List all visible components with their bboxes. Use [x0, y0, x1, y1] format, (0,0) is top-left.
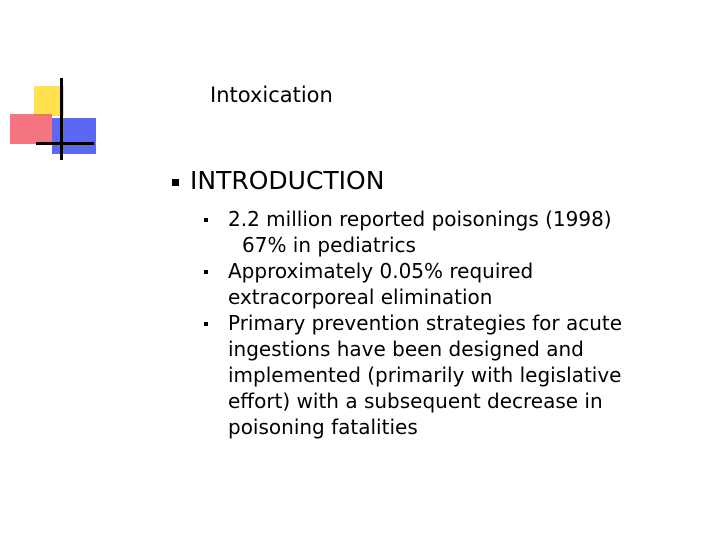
heading-text: INTRODUCTION: [190, 166, 385, 195]
list-item-line: 2.2 million reported poisonings (1998): [228, 207, 612, 231]
red-square: [10, 114, 52, 144]
slide-title: Intoxication: [210, 83, 333, 107]
list-item: [196, 310, 666, 440]
sub-bullet-list: [196, 206, 666, 440]
small-square-bullet-icon: [204, 322, 208, 326]
square-bullet-icon: [172, 179, 179, 186]
small-square-bullet-icon: [204, 218, 208, 222]
list-item: [196, 206, 666, 258]
vertical-rule: [60, 78, 63, 160]
small-square-bullet-icon: [204, 270, 208, 274]
list-item-line: 67% in pediatrics: [242, 233, 416, 257]
blue-square: [52, 118, 96, 154]
list-item-text: [228, 206, 666, 258]
horizontal-rule: [36, 142, 94, 145]
list-item: [196, 258, 666, 310]
list-item-text: Approximately 0.05% required extracorporeal elimination: [228, 259, 534, 309]
list-item-text: Primary prevention strategies for acute ingestions have been designed and implemented (primarily with legislative effort) with a subsequent decrease in poisoning fatalities: [228, 311, 623, 439]
decorative-squares-logo-icon: [0, 0, 110, 170]
